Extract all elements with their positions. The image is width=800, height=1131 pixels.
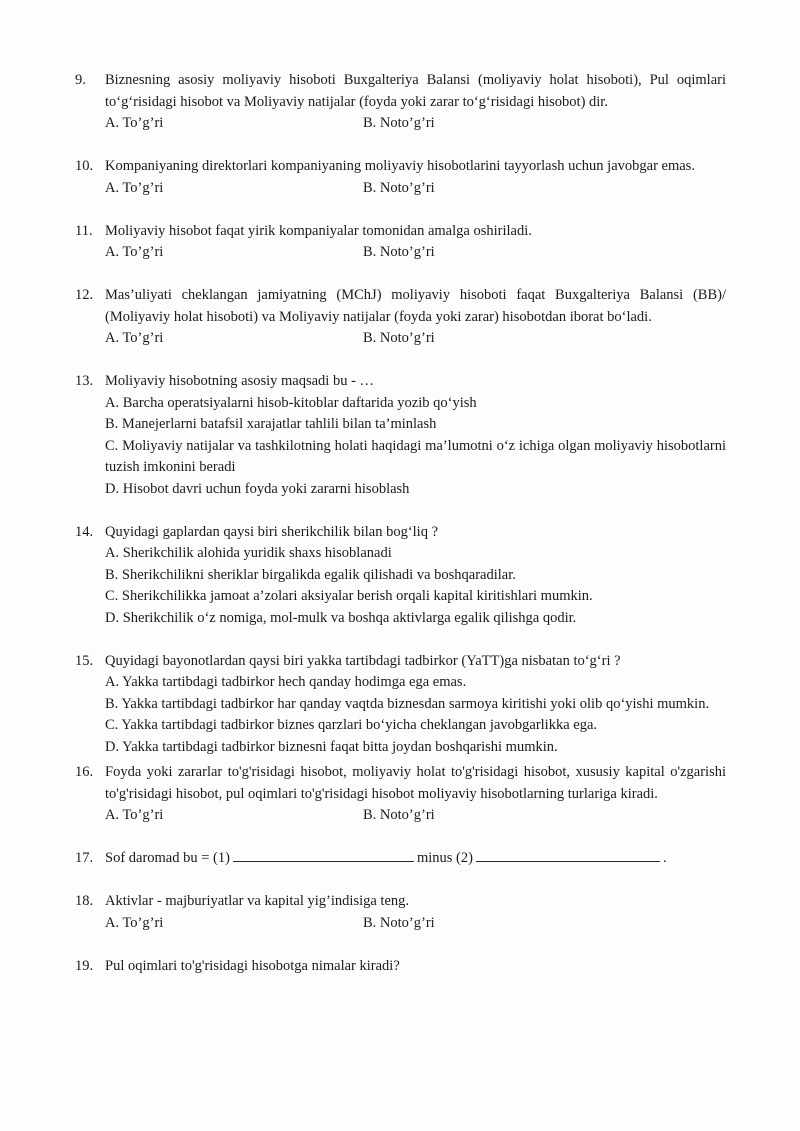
- question-body: [105, 221, 726, 264]
- question-number: 17.: [75, 850, 94, 866]
- question-text: Kompaniyaning direktorlari kompaniyaning moliyaviy hisobotlarini tayyorlash uchun javobgar emas.: [105, 158, 695, 174]
- choice-d: D. Hisobot davri uchun foyda yoki zararni hisoblash: [105, 480, 410, 497]
- choice-d: D. Yakka tartibdagi tadbirkor biznesni faqat bitta joydan boshqarishi mumkin.: [105, 738, 558, 755]
- question-body: [105, 891, 726, 934]
- question-body: [105, 762, 726, 827]
- true-false-row: [105, 113, 726, 135]
- option-a-label: A. To’g’ri: [105, 914, 164, 931]
- question-18: [75, 891, 726, 934]
- option-a-label: A. To’g’ri: [105, 115, 164, 131]
- question-9: [75, 70, 726, 135]
- question-11: [75, 221, 726, 264]
- answer-blank-2: [476, 848, 660, 862]
- choice-b: B. Sherikchilikni sheriklar birgalikda egalik qilishadi va boshqaradilar.: [105, 566, 516, 583]
- question-text: Moliyaviy hisobotning asosiy maqsadi bu - …: [105, 373, 375, 389]
- question-text: Pul oqimlari to'g'risidagi hisobotga nimalar kiradi?: [105, 957, 400, 974]
- question-text: Quyidagi bayonotlardan qaysi biri yakka tartibdagi tadbirkor (YaTT)ga nisbatan to‘g‘ri ?: [105, 652, 621, 669]
- choice-c: C. Sherikchilikka jamoat a’zolari aksiyalar berish orqali kapital kiritishlari mumkin.: [105, 588, 593, 604]
- question-number: 10.: [75, 158, 94, 174]
- option-b-label: B. Noto’g’ri: [363, 244, 435, 260]
- true-false-row: [105, 328, 726, 350]
- choice-c: C. Moliyaviy natijalar va tashkilotning holati haqidagi ma’lumotni o‘z ichiga olgan moliyaviy hisobotlarni tuzish imkonini beradi: [105, 437, 726, 475]
- choice-a: A. Sherikchilik alohida yuridik shaxs hisoblanadi: [105, 545, 392, 561]
- option-a-label: A. To’g’ri: [105, 244, 164, 260]
- question-number: 9.: [75, 72, 86, 88]
- true-false-row: [105, 913, 726, 935]
- true-false-row: [105, 805, 726, 827]
- question-body: [105, 371, 726, 500]
- fill-text-suffix: .: [662, 850, 667, 866]
- choice-a: A. Yakka tartibdagi tadbirkor hech qanday hodimga ega emas.: [105, 674, 467, 690]
- question-number: 16.: [75, 764, 94, 780]
- question-body: [105, 651, 726, 759]
- question-text: Mas’uliyati cheklangan jamiyatning (MChJ) moliyaviy hisoboti faqat Buxgalteriya Balansi (BB)/ (Moliyaviy holat hisoboti) va Moliyaviy natijalar (foyda yoki zarar) hisobotdan iborat bo‘ladi.: [105, 287, 726, 325]
- question-13: [75, 371, 726, 500]
- question-number: 13.: [75, 373, 94, 389]
- option-b-label: B. Noto’g’ri: [363, 115, 435, 131]
- fill-text-middle: minus (2): [416, 850, 473, 866]
- option-a-label: A. To’g’ri: [105, 807, 164, 823]
- true-false-row: [105, 178, 726, 200]
- question-text: Aktivlar - majburiyatlar va kapital yig’indisiga teng.: [105, 893, 410, 909]
- question-body: [105, 156, 726, 199]
- option-b-label: B. Noto’g’ri: [363, 807, 435, 823]
- question-body: [105, 522, 726, 630]
- option-b-label: B. Noto’g’ri: [363, 179, 435, 196]
- fill-text-before: Sof daromad bu = (1): [105, 850, 230, 866]
- question-12: [75, 285, 726, 350]
- question-number: 19.: [75, 957, 94, 974]
- question-text: Moliyaviy hisobot faqat yirik kompaniyalar tomonidan amalga oshiriladi.: [105, 222, 532, 239]
- question-number: 18.: [75, 893, 94, 909]
- question-body: [105, 285, 726, 350]
- question-number: 14.: [75, 523, 94, 540]
- question-14: [75, 522, 726, 630]
- question-15: [75, 651, 726, 759]
- true-false-row: [105, 242, 726, 264]
- question-text: Biznesning asosiy moliyaviy hisoboti Buxgalteriya Balansi (moliyaviy holat hisoboti), Pul oqimlari to‘g‘risidagi hisobot va Moliyaviy natijalar (foyda yoki zarar to‘g‘risidagi hisobot) dir.: [105, 72, 726, 110]
- choice-b: B. Yakka tartibdagi tadbirkor har qanday vaqtda biznesdan sarmoya kiritishi yoki olib qo‘yishi mumkin.: [105, 695, 710, 712]
- question-body: [105, 70, 726, 135]
- option-a-label: A. To’g’ri: [105, 330, 164, 346]
- choice-d: D. Sherikchilik o‘z nomiga, mol-mulk va boshqa aktivlarga egalik qilishga qodir.: [105, 609, 577, 626]
- question-19: [75, 956, 726, 978]
- choice-b: B. Manejerlarni batafsil xarajatlar tahlili bilan ta’minlash: [105, 416, 437, 432]
- question-number: 12.: [75, 287, 94, 303]
- question-16: [75, 762, 726, 827]
- choice-c: C. Yakka tartibdagi tadbirkor biznes qarzlari bo‘yicha cheklangan javobgarlikka ega.: [105, 717, 598, 733]
- question-text: [105, 848, 726, 870]
- question-number: 15.: [75, 652, 94, 669]
- option-b-label: B. Noto’g’ri: [363, 330, 435, 346]
- question-text: Foyda yoki zararlar to'g'risidagi hisobot, moliyaviy holat to'g'risidagi hisobot, xususiy kapital o'zgarishi to'g'risidagi hisobot, pul oqimlari to'g'risidagi hisobot moliyaviy hisobotlarning turlariga kiradi.: [105, 764, 726, 802]
- question-number: 11.: [75, 222, 93, 239]
- question-text: Quyidagi gaplardan qaysi biri sherikchilik bilan bog‘liq ?: [105, 523, 439, 540]
- option-b-label: B. Noto’g’ri: [363, 914, 435, 931]
- question-17: [75, 848, 726, 870]
- question-body: [105, 848, 726, 870]
- answer-blank-1: [233, 848, 414, 862]
- option-a-label: A. To’g’ri: [105, 179, 164, 196]
- choice-a: A. Barcha operatsiyalarni hisob-kitoblar daftarida yozib qo‘yish: [105, 394, 477, 411]
- question-10: [75, 156, 726, 199]
- question-body: [105, 956, 726, 978]
